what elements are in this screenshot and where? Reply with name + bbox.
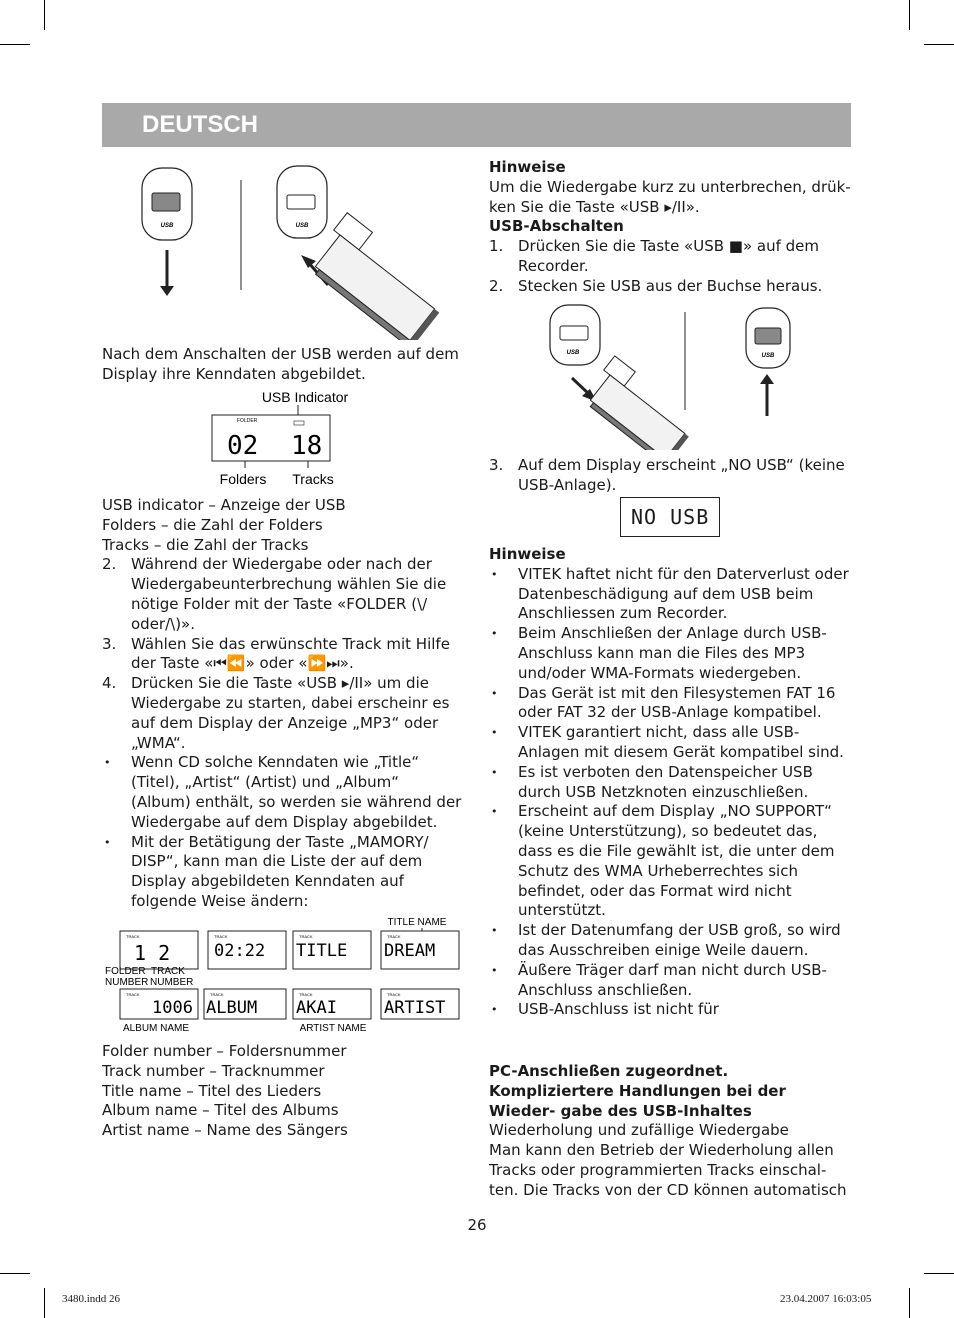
no-usb-display bbox=[620, 497, 720, 537]
bullet-item: • Beim Anschließen der Anlage durch USB-Anschluss kann man die Files des MP3 und/oder WMA-Formats wiedergeben. bbox=[491, 624, 827, 682]
display-folders-value: 02 bbox=[227, 431, 259, 461]
no-usb-display-text: NO USB bbox=[631, 505, 710, 529]
lcd-display-8 bbox=[381, 989, 459, 1019]
svg-text:ARTIST: ARTIST bbox=[384, 998, 446, 1018]
crop-mark bbox=[44, 0, 45, 30]
album-name-label: ALBUM NAME bbox=[122, 1023, 190, 1034]
bullet-item: • USB-Anschluss ist nicht für bbox=[491, 1000, 719, 1019]
display-sequence-figure bbox=[102, 913, 464, 1037]
display-tracks-value: 18 bbox=[291, 431, 323, 461]
bullet-item: • VITEK garantiert nicht, dass alle USB-Anlagen mit diesem Gerät kompatibel sind. bbox=[491, 723, 844, 761]
svg-text:TRACK: TRACK bbox=[387, 992, 401, 997]
track-number-label: TRACK bbox=[151, 966, 185, 977]
section-heading: Kompliziertere Handlungen bei der Wieder- gabe des USB-Inhaltes bbox=[489, 1081, 786, 1120]
crop-mark bbox=[924, 1273, 954, 1274]
svg-text:TRACK: TRACK bbox=[126, 934, 140, 939]
term-item: Artist name – Name des Sängers bbox=[102, 1121, 348, 1140]
title-name-label: TITLE NAME bbox=[387, 917, 447, 928]
artist-name-label: ARTIST NAME bbox=[299, 1023, 367, 1034]
step-item: 3. Wählen Sie das erwünschte Track mit Hilfe der Taste «⏮⏪» oder «⏩⏭». bbox=[102, 634, 450, 673]
svg-text:02:22: 02:22 bbox=[214, 941, 266, 961]
folders-label: Folders bbox=[219, 471, 267, 487]
usb-remove-figure bbox=[540, 300, 810, 450]
lcd-display-3 bbox=[293, 931, 371, 969]
legend-item: USB indicator – Anzeige der USB bbox=[102, 496, 346, 514]
page-title: DEUTSCH bbox=[142, 111, 259, 138]
page-number: 26 bbox=[467, 1216, 487, 1234]
folder-number-label: FOLDER bbox=[105, 966, 146, 977]
term-item: Album name – Titel des Albums bbox=[102, 1101, 339, 1120]
lcd-display-7 bbox=[293, 989, 371, 1019]
crop-mark bbox=[0, 1273, 30, 1274]
term-item: Title name – Titel des Lieders bbox=[102, 1081, 322, 1100]
term-item: Folder number – Foldersnummer bbox=[102, 1042, 347, 1060]
usb-indicator-label: USB Indicator bbox=[261, 389, 349, 405]
legend-item: Tracks – die Zahl der Tracks bbox=[102, 535, 309, 554]
paragraph: Wiederholung und zufällige Wiedergabe bbox=[489, 1121, 789, 1140]
svg-text:TRACK: TRACK bbox=[214, 934, 228, 939]
usb-indicator-display-figure bbox=[205, 388, 365, 488]
svg-text:TRACK: TRACK bbox=[299, 992, 313, 997]
svg-text:USB: USB bbox=[761, 353, 775, 359]
paragraph: Man kann den Betrieb der Wiederholung allen Tracks oder programmierten Tracks einschal- ten. Die Tracks von der CD können automatisch bbox=[489, 1141, 847, 1199]
step-item: 2. Stecken Sie USB aus der Buchse heraus. bbox=[489, 276, 823, 295]
slug-left: 3480.indd 26 bbox=[62, 1293, 121, 1305]
svg-text:NUMBER: NUMBER bbox=[105, 977, 149, 988]
intro-text: Nach dem Anschalten der USB werden auf dem Display ihre Kenndaten abgebildet. bbox=[102, 345, 459, 383]
usb-insert-figure bbox=[130, 160, 440, 340]
legend-item: Folders – die Zahl der Folders bbox=[102, 515, 323, 534]
crop-mark bbox=[909, 0, 910, 30]
section-heading: USB-Abschalten bbox=[489, 217, 624, 236]
section-heading: PC-Anschließen zugeordnet. bbox=[489, 1062, 729, 1080]
section-heading: Hinweise bbox=[489, 158, 566, 176]
svg-text:TRACK: TRACK bbox=[210, 992, 224, 997]
bullet-item: • Erscheint auf dem Display „NO SUPPORT“ (keine Unterstützung), so bedeutet das, dass es die File gewählt ist, die unter dem Schutz des WMA Urheberrechtes sich befindet, oder das Format wird nicht unterstützt. bbox=[491, 802, 835, 920]
bullet-item: • Ist der Datenumfang der USB groß, so wird das Ausschreiben einige Weile dauern. bbox=[491, 921, 841, 959]
lcd-display-1 bbox=[120, 931, 198, 969]
header-bar bbox=[102, 103, 851, 147]
svg-text:USB: USB bbox=[295, 223, 309, 229]
term-item: Track number – Tracknummer bbox=[102, 1061, 325, 1080]
bullet-item: • Es ist verboten den Datenspeicher USB durch USB Netzknoten einzuschließen. bbox=[491, 762, 813, 801]
bullet-item: • VITEK haftet nicht für den Daterverlust oder Datenbeschädigung auf dem USB beim Anschliessen zum Recorder. bbox=[491, 564, 849, 623]
bullet-item: • Äußere Träger darf man nicht durch USB-Anschluss anschließen. bbox=[491, 960, 827, 999]
bullet-item: • Wenn CD solche Kenndaten wie „Title“ (Titel), „Artist“ (Artist) und „Album“ (Album) enthält, so werden sie während der Wiedergabe auf dem Display abgebildet. bbox=[104, 753, 462, 831]
svg-text:1006: 1006 bbox=[152, 998, 193, 1018]
svg-text:DREAM: DREAM bbox=[384, 941, 436, 961]
slug-right: 23.04.2007 16:03:05 bbox=[780, 1293, 872, 1305]
lcd-display-2 bbox=[208, 931, 286, 969]
svg-text:USB: USB bbox=[566, 350, 580, 356]
crop-mark bbox=[44, 1288, 45, 1318]
crop-mark bbox=[924, 44, 954, 45]
bullet-item: • Das Gerät ist mit den Filesystemen FAT 16 oder FAT 32 der USB-Anlage kompatibel. bbox=[491, 683, 836, 722]
section-heading: Hinweise bbox=[489, 545, 566, 563]
svg-text:USB: USB bbox=[160, 223, 174, 229]
step-item: 4. Drücken Sie die Taste «USB ▸/II» um die Wiedergabe zu starten, dabei erscheinr es auf dem Display der Anzeige „MP3“ oder „WMA“. bbox=[102, 674, 450, 752]
svg-text:TITLE: TITLE bbox=[296, 941, 348, 961]
svg-text:TRACK: TRACK bbox=[387, 934, 401, 939]
lcd-display-4 bbox=[381, 931, 459, 969]
svg-text:FOLDER: FOLDER bbox=[237, 418, 258, 424]
lcd-display-5 bbox=[120, 989, 198, 1019]
step-item: 1. Drücken Sie die Taste «USB ■» auf dem Recorder. bbox=[489, 237, 820, 275]
step-item: 2. Während der Wiedergabe oder nach der Wiedergabeunterbrechung wählen Sie die nötige Folder mit der Taste «FOLDER (\/ oder/\)». bbox=[102, 555, 447, 633]
crop-mark bbox=[909, 1288, 910, 1318]
crop-mark bbox=[0, 44, 30, 45]
svg-text:NUMBER: NUMBER bbox=[150, 977, 194, 988]
paragraph: Um die Wiedergabe kurz zu unterbrechen, drük- ken Sie die Taste «USB ▸/II». bbox=[489, 177, 851, 216]
svg-text:TRACK: TRACK bbox=[126, 992, 140, 997]
svg-text:AKAI: AKAI bbox=[296, 998, 337, 1018]
lcd-display-6 bbox=[204, 989, 286, 1019]
bullet-item: • Mit der Betätigung der Taste „MAMORY/ DISP“, kann man die Liste der auf dem Display abgebildeten Kenndaten auf folgende Weise ändern: bbox=[104, 832, 429, 910]
step-item: 3. Auf dem Display erscheint „NO USB“ (keine USB-Anlage). bbox=[489, 456, 845, 494]
svg-text:TRACK: TRACK bbox=[299, 934, 313, 939]
svg-text:1 2: 1 2 bbox=[134, 941, 171, 965]
svg-text:ALBUM: ALBUM bbox=[206, 998, 258, 1018]
tracks-label: Tracks bbox=[292, 471, 334, 487]
